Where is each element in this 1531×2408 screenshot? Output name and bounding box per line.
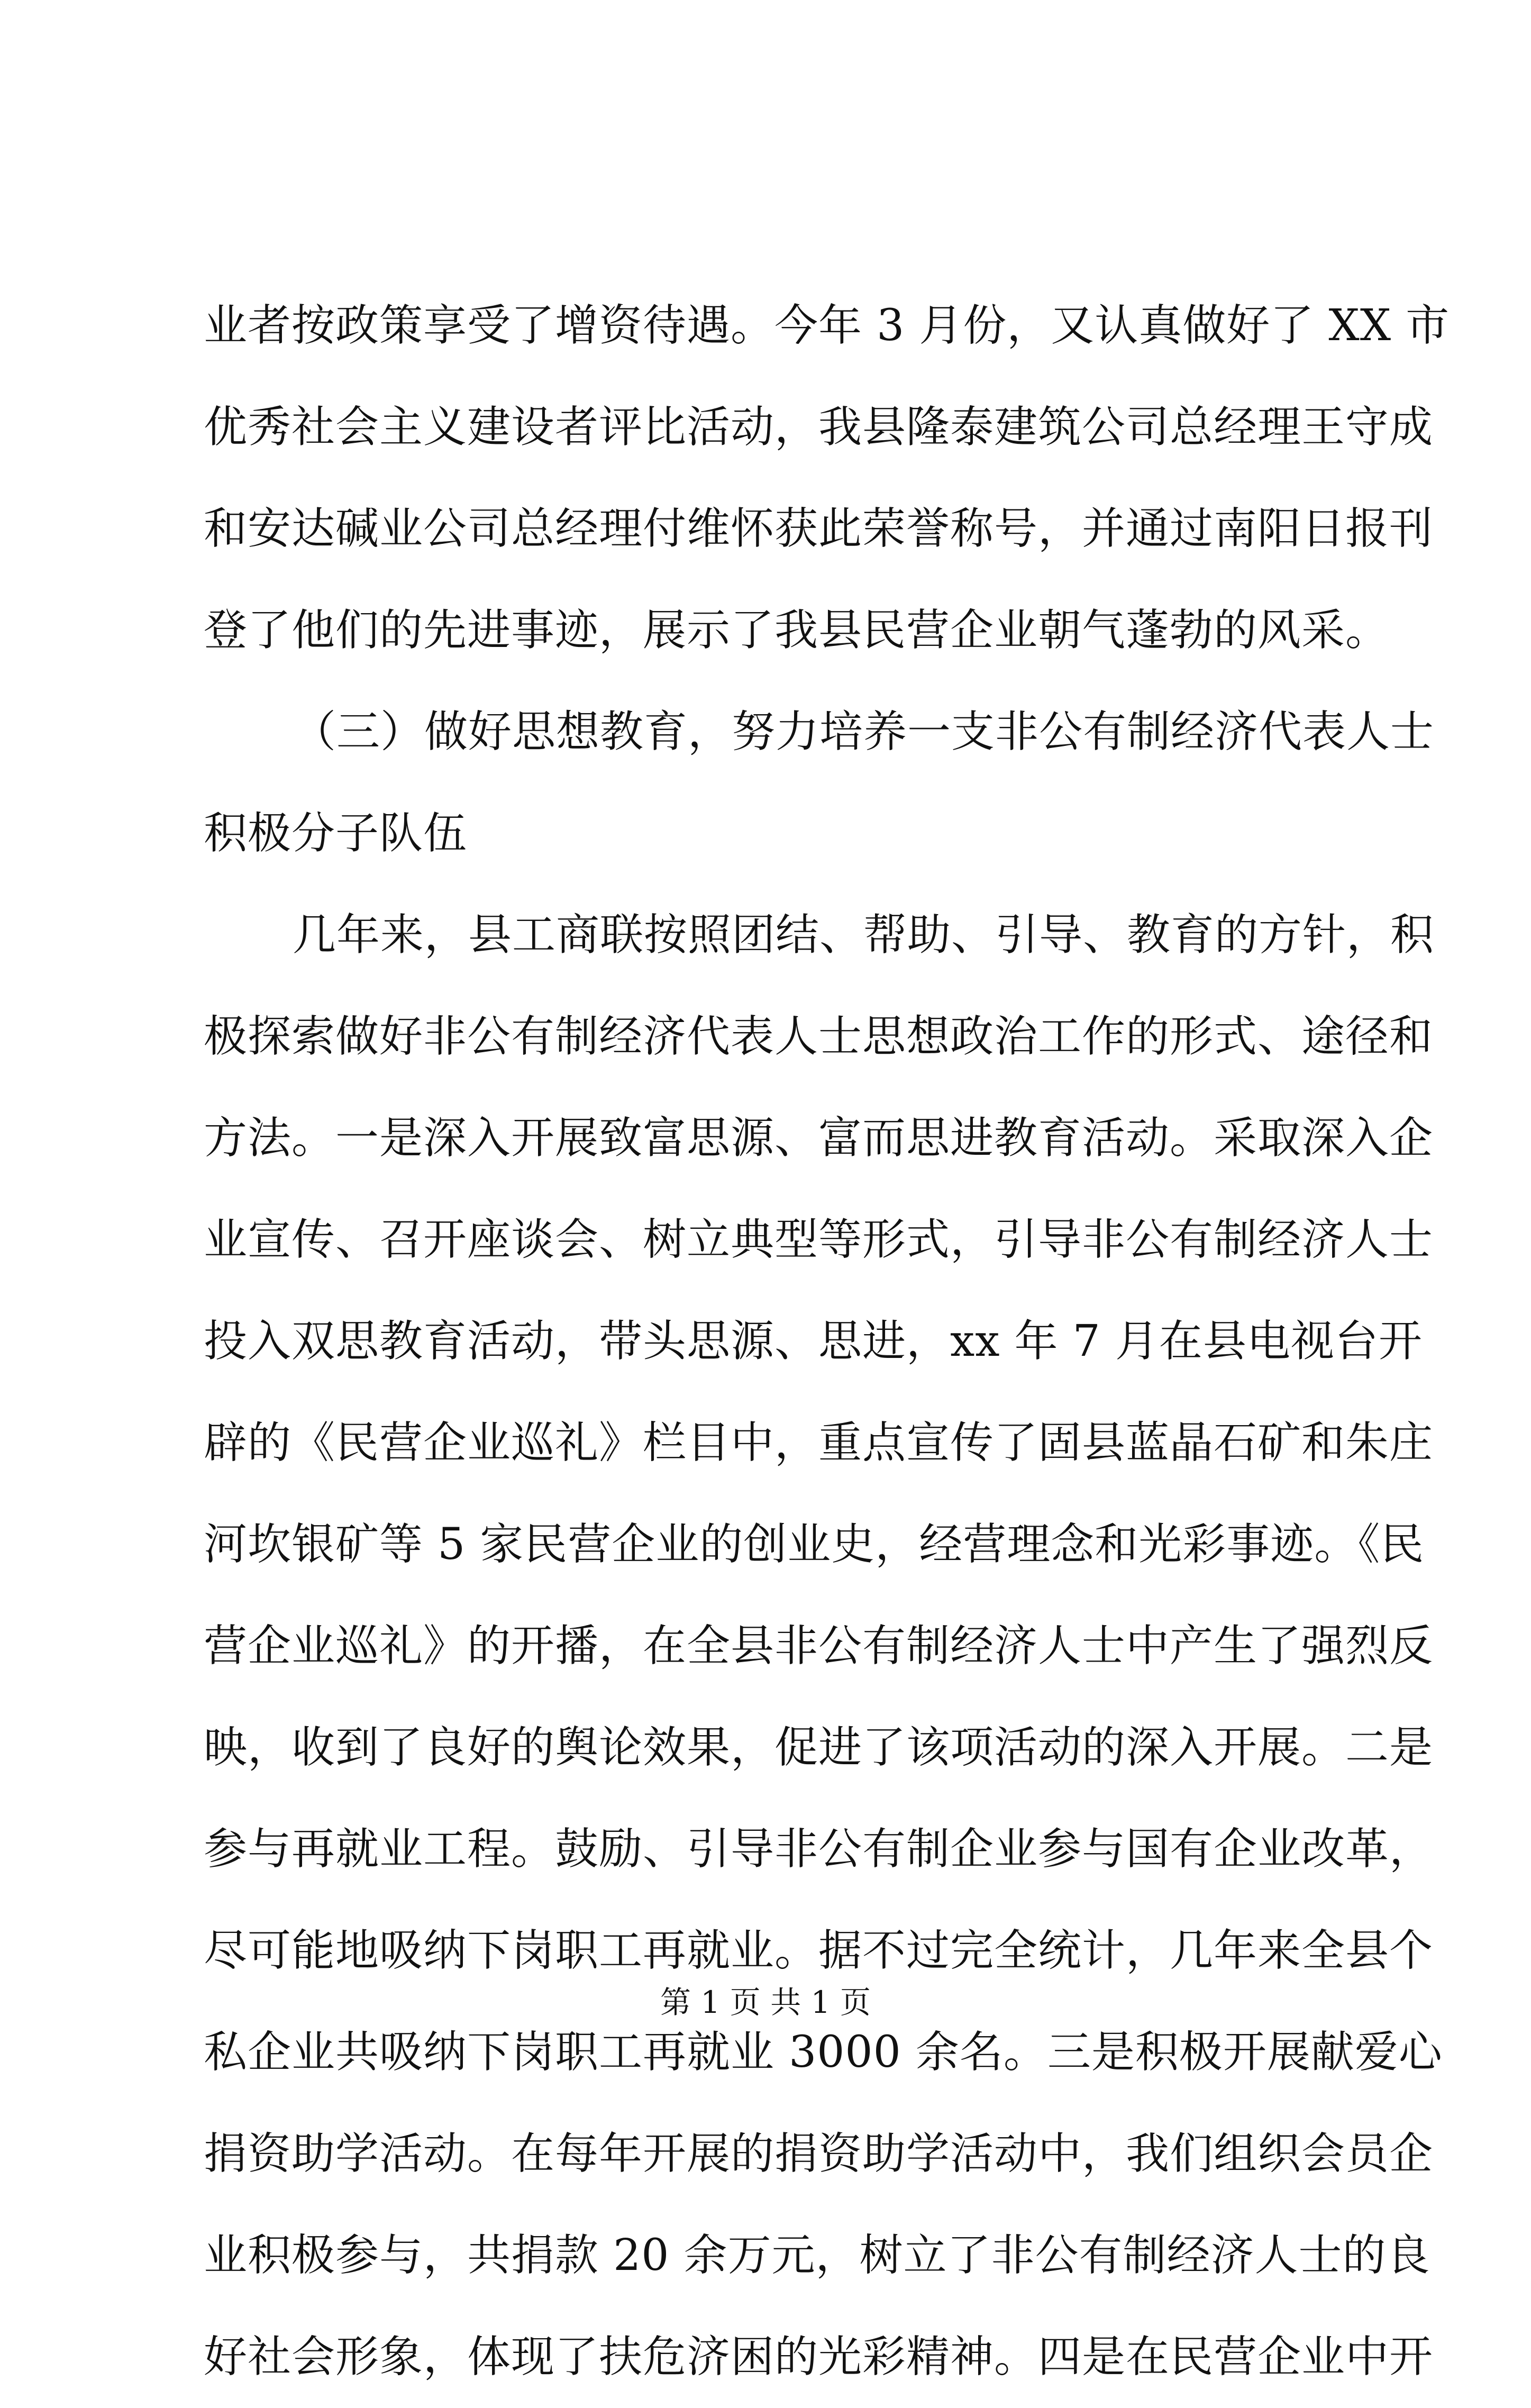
text-line: 方法。一是深入开展致富思源、富而思进教育活动。采取深入企 [204,1113,1434,1163]
text-line: 业者按政策享受了增资待遇。今年 3 月份，又认真做好了 XX 市 [204,300,1450,351]
text-line: 映，收到了良好的舆论效果，促进了该项活动的深入开展。二是 [204,1722,1434,1773]
page-number-footer: 第 1 页 共 1 页 [660,1984,871,2020]
text-line: 好社会形象，体现了扶危济困的光彩精神。四是在民营企业中开 [204,2332,1434,2382]
text-line: 私企业共吸纳下岗职工再就业 3000 余名。三是积极开展献爱心 [204,2027,1443,2077]
text-line: 几年来，县工商联按照团结、帮助、引导、教育的方针，积 [293,910,1435,960]
text-line: 业积极参与，共捐款 20 余万元，树立了非公有制经济人士的良 [204,2230,1430,2281]
text-line: 尽可能地吸纳下岗职工再就业。据不过完全统计，几年来全县个 [204,1926,1434,1976]
document-body [204,275,1450,2408]
text-line: 投入双思教育活动，带头思源、思进，xx 年 7 月在县电视台开 [204,1316,1423,1366]
text-line: 参与再就业工程。鼓励、引导非公有制企业参与国有企业改革， [204,1824,1434,1874]
text-line: 业宣传、召开座谈会、树立典型等形式，引导非公有制经济人士 [204,1215,1434,1265]
text-line: 捐资助学活动。在每年开展的捐资助学活动中，我们组织会员企 [204,2129,1434,2179]
text-line: 登了他们的先进事迹，展示了我县民营企业朝气蓬勃的风采。 [204,605,1390,655]
text-line: 优秀社会主义建设者评比活动，我县隆泰建筑公司总经理王守成 [204,402,1434,452]
text-line: 和安达碱业公司总经理付维怀获此荣誉称号，并通过南阳日报刊 [204,504,1434,554]
section-heading-line: 积极分子队伍 [204,808,468,859]
text-line: 河坎银矿等 5 家民营企业的创业史，经营理念和光彩事迹。《民 [204,1519,1425,1570]
text-line: 营企业巡礼》的开播，在全县非公有制经济人士中产生了强烈反 [204,1621,1434,1671]
text-line: 辟的《民营企业巡礼》栏目中，重点宣传了固县蓝晶石矿和朱庄 [204,1418,1434,1468]
section-heading-line: （三）做好思想教育，努力培养一支非公有制经济代表人士 [293,707,1435,757]
text-line: 极探索做好非公有制经济代表人士思想政治工作的形式、途径和 [204,1011,1434,1062]
